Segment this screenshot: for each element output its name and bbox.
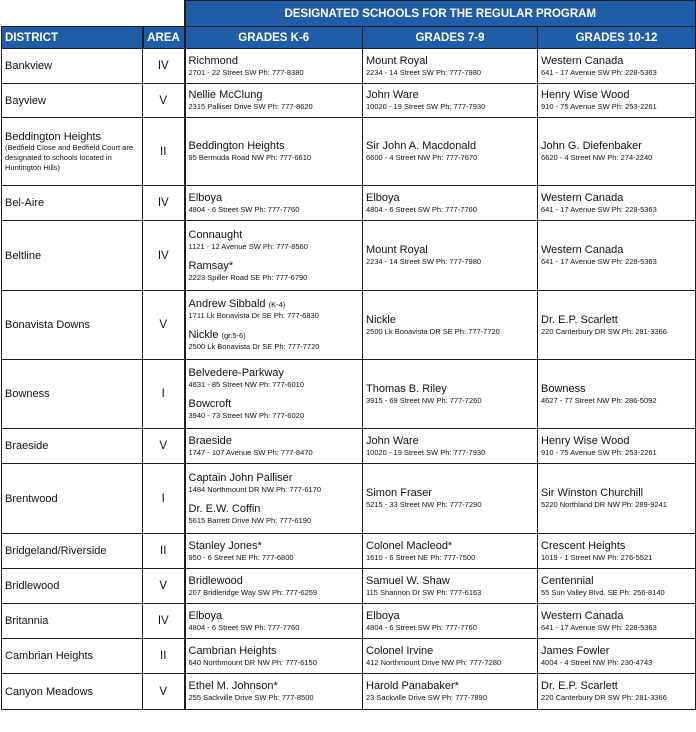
school-name-line — [541, 610, 692, 623]
school-address: 641 - 17 Avenue SW Ph: 228-5363 — [541, 622, 657, 632]
school-name: Western Canada — [541, 609, 624, 622]
school-address: 4804 - 6 Street SW Ph: 777-7760 — [188, 204, 300, 214]
district-cell — [2, 49, 143, 84]
grades-10-12-cell — [538, 221, 696, 291]
school-address: 2500 Lk Bonavista DR SE Ph: 777-7720 — [366, 326, 500, 336]
school-entry — [541, 610, 692, 633]
school-address: 1711 Lk Bonavista Dr SE Ph: 777-6830 — [188, 311, 319, 320]
district-name: Bayview — [5, 94, 46, 107]
area-cell: IV — [143, 186, 185, 221]
school-name: Elboya — [188, 191, 223, 204]
district-cell — [2, 429, 143, 464]
school-entry — [366, 89, 534, 112]
school-address: 23 Sackville Drive SW Ph: 777-7890 — [366, 693, 487, 702]
school-name-line — [189, 55, 360, 68]
table-row — [2, 569, 696, 604]
table-row — [2, 84, 696, 118]
grades-k6-cell — [185, 84, 363, 118]
school-address: 4804 - 6 Street SW Ph: 777-7760 — [188, 622, 300, 632]
grades-7-9-cell — [363, 464, 538, 534]
table-row — [2, 464, 696, 534]
district-name: Beltline — [5, 249, 42, 262]
table-row — [2, 534, 696, 569]
school-entry — [541, 645, 692, 668]
school-name: John G. Diefenbaker — [541, 140, 642, 152]
table-row — [2, 186, 696, 221]
school-address: 2701 - 22 Street SW Ph: 777-8380 — [188, 67, 304, 77]
district-name: Britannia — [5, 615, 49, 627]
school-address: 2223 Spiller Road SE Ph: 777-6790 — [188, 272, 308, 282]
school-address: 10020 - 19 Street SW Ph: 777-7930 — [366, 447, 486, 457]
district-name: Bonavista Downs — [5, 319, 90, 331]
grades-7-9-cell — [363, 604, 538, 639]
school-entry — [189, 645, 360, 668]
school-entry — [366, 487, 534, 510]
area-cell: V — [143, 569, 185, 604]
school-name: Thomas B. Riley — [366, 382, 447, 395]
school-address: 3915 - 69 Street NW Ph: 777-7260 — [366, 395, 482, 405]
column-header-area: AREA — [143, 27, 185, 49]
grades-10-12-cell — [538, 291, 696, 360]
school-address: 10020 - 19 Street SW Ph: 777-7930 — [366, 102, 486, 111]
school-name-line — [366, 140, 534, 153]
grades-10-12-cell — [538, 534, 696, 569]
school-entry — [366, 610, 534, 633]
table-row — [2, 360, 696, 429]
grades-10-12-cell — [538, 118, 696, 186]
school-name: Nickle — [366, 313, 396, 326]
grades-10-12-cell — [538, 639, 696, 674]
school-name: Western Canada — [541, 244, 624, 256]
grades-10-12-cell — [538, 360, 696, 429]
grades-10-12-cell — [538, 49, 696, 84]
district-cell — [2, 534, 143, 569]
school-name-line — [541, 89, 692, 102]
table-row — [2, 49, 696, 84]
district-cell — [2, 221, 143, 291]
school-name-line — [189, 398, 360, 411]
grades-k6-cell — [185, 186, 363, 221]
school-entry — [541, 575, 692, 598]
school-address: 4627 - 77 Street NW Ph: 286-5092 — [541, 395, 657, 405]
grades-7-9-cell — [363, 221, 538, 291]
school-name: Connaught — [188, 228, 243, 241]
school-name: Ramsay* — [188, 259, 234, 272]
school-address: 2234 - 14 Street SW Ph: 777-7980 — [366, 257, 482, 266]
school-entry — [541, 487, 692, 510]
district-cell — [2, 186, 143, 221]
school-address: 2500 Lk Bonavista Dr SE Ph: 777-7720 — [188, 342, 320, 351]
school-entry — [541, 540, 692, 563]
school-entry — [366, 540, 534, 563]
district-name: Bridgeland/Riverside — [5, 545, 107, 557]
school-name: Mount Royal — [366, 244, 428, 256]
school-address: 2234 - 14 Street SW Ph: 777-7980 — [366, 67, 482, 77]
school-entry — [189, 192, 360, 215]
grades-10-12-cell — [538, 429, 696, 464]
school-name-line — [366, 383, 534, 396]
school-entry — [366, 244, 534, 267]
school-name-line — [366, 487, 534, 500]
school-entry — [366, 575, 534, 598]
school-name: Henry Wise Wood — [541, 434, 630, 447]
column-header-grades-k6: GRADES K-6 — [185, 27, 363, 49]
district-name: Braeside — [5, 440, 49, 452]
grades-10-12-cell — [538, 674, 696, 710]
school-address: 4804 - 6 Street SW Ph: 777-7760 — [366, 622, 477, 632]
area-cell: V — [143, 429, 185, 464]
school-entry — [541, 140, 692, 163]
school-entry — [189, 298, 360, 321]
school-name-line — [366, 540, 534, 553]
school-entry — [541, 244, 692, 267]
school-name-line — [189, 89, 360, 102]
school-name: Mount Royal — [366, 54, 428, 67]
district-cell — [2, 118, 143, 186]
district-cell — [2, 674, 143, 710]
grades-k6-cell — [185, 291, 363, 360]
school-entry — [189, 367, 360, 390]
school-entry — [189, 503, 360, 526]
grades-10-12-cell — [538, 464, 696, 534]
school-address: 3940 - 73 Street NW Ph: 777-6020 — [188, 411, 304, 420]
grades-k6-cell — [185, 674, 363, 710]
grades-7-9-cell — [363, 569, 538, 604]
school-name-line — [366, 55, 534, 68]
school-entry — [366, 192, 534, 215]
school-name: Bowness — [541, 382, 586, 395]
school-name: Simon Fraser — [366, 487, 433, 499]
school-name-line — [189, 645, 360, 658]
school-address: 2315 Palliser Drive SW Ph: 777-8620 — [188, 102, 313, 111]
table-row — [2, 221, 696, 291]
school-name: Captain John Palliser — [188, 471, 293, 484]
school-name: Dr. E.P. Scarlett — [541, 313, 618, 326]
school-entry — [189, 89, 360, 112]
school-name: Colonel Macleod* — [366, 539, 453, 552]
school-name-line — [366, 192, 534, 205]
area-cell: IV — [143, 604, 185, 639]
grades-k6-cell — [185, 604, 363, 639]
district-name: Bankview — [5, 60, 53, 72]
school-name: Cambrian Heights — [188, 644, 277, 657]
school-entry — [541, 89, 692, 112]
school-name-line — [541, 435, 692, 448]
area-cell: IV — [143, 49, 185, 84]
school-entry — [541, 680, 692, 703]
school-name: Bridlewood — [188, 574, 243, 587]
area-cell: II — [143, 534, 185, 569]
school-name-line — [189, 575, 360, 588]
district-cell — [2, 464, 143, 534]
school-name: Bowcroft — [188, 398, 232, 410]
school-entry — [189, 472, 360, 495]
school-entry — [189, 610, 360, 633]
school-entry — [366, 55, 534, 78]
area-cell: IV — [143, 221, 185, 291]
school-entry — [189, 140, 360, 163]
school-name-line — [541, 383, 692, 396]
school-address: 950 - 6 Street NE Ph: 777-6800 — [188, 552, 294, 562]
school-entry — [189, 575, 360, 598]
school-name-line — [366, 244, 534, 257]
school-name: Andrew Sibbald — [188, 298, 266, 310]
school-name-line — [541, 55, 692, 68]
school-name-line — [366, 610, 534, 623]
school-address: 6620 - 4 Street NW Ph: 274-2240 — [541, 153, 653, 162]
school-name-line — [366, 575, 534, 588]
school-address: 95 Bermuda Road NW Ph: 777-6610 — [188, 153, 312, 162]
district-cell — [2, 360, 143, 429]
school-address: 255 Sackville Drive SW Ph: 777-8500 — [188, 693, 314, 702]
school-name: Beddington Heights — [188, 140, 285, 152]
district-name: Cambrian Heights — [5, 650, 94, 662]
school-address: 640 Northmount DR NW Ph: 777-6150 — [188, 657, 317, 667]
school-name-line — [189, 140, 360, 153]
grade-range-note: (gr.5-6) — [221, 331, 246, 340]
grades-k6-cell — [185, 429, 363, 464]
table-row — [2, 118, 696, 186]
grades-10-12-cell — [538, 84, 696, 118]
area-cell: V — [143, 291, 185, 360]
grades-k6-cell — [185, 534, 363, 569]
school-address: 6600 - 4 Street NW Ph: 777-7670 — [366, 153, 478, 162]
school-name: Richmond — [188, 54, 239, 67]
school-name-line — [189, 229, 360, 242]
district-cell — [2, 291, 143, 360]
school-name: Belvedere-Parkway — [188, 367, 284, 379]
school-name-line — [541, 680, 692, 693]
grades-k6-cell — [185, 118, 363, 186]
school-entry — [366, 435, 534, 458]
district-name: Bridlewood — [5, 580, 60, 592]
school-address: 5615 Barrett Drive NW Ph: 777-6190 — [188, 515, 312, 525]
school-name-line — [541, 487, 692, 500]
district-name: Canyon Meadows — [5, 685, 94, 698]
school-name: Sir John A. Macdonald — [366, 140, 477, 152]
school-address: 1121 - 12 Avenue SW Ph: 777-8560 — [188, 241, 308, 251]
table-row — [2, 604, 696, 639]
school-entry — [189, 260, 360, 283]
district-name: Bowness — [5, 388, 50, 400]
school-name-line — [189, 540, 360, 553]
school-name-line — [189, 435, 360, 448]
school-name-line — [541, 244, 692, 257]
grades-7-9-cell — [363, 118, 538, 186]
school-entry — [366, 680, 534, 703]
school-address: 220 Canterbury DR SW Ph: 281-3366 — [541, 326, 667, 336]
school-name: Dr. E.P. Scarlett — [541, 680, 618, 692]
district-cell — [2, 639, 143, 674]
school-entry — [189, 55, 360, 78]
grades-k6-cell — [185, 464, 363, 534]
school-name: Western Canada — [541, 191, 624, 204]
school-entry — [366, 645, 534, 668]
grades-7-9-cell — [363, 84, 538, 118]
grades-7-9-cell — [363, 186, 538, 221]
school-name-line — [189, 260, 360, 273]
table-row — [2, 639, 696, 674]
grades-k6-cell — [185, 569, 363, 604]
school-name: Stanley Jones* — [188, 539, 262, 552]
school-name: Elboya — [366, 191, 400, 204]
school-name: Henry Wise Wood — [541, 89, 630, 101]
school-name: John Ware — [366, 434, 419, 447]
grades-10-12-cell — [538, 186, 696, 221]
school-entry — [541, 383, 692, 406]
school-name: Braeside — [188, 434, 232, 447]
grades-7-9-cell — [363, 674, 538, 710]
grades-10-12-cell — [538, 569, 696, 604]
grade-range-note: (K-4) — [268, 300, 286, 309]
district-cell — [2, 569, 143, 604]
school-name: Harold Panabaker* — [366, 680, 459, 692]
grades-7-9-cell — [363, 291, 538, 360]
school-entry — [541, 435, 692, 458]
school-name-line — [189, 680, 360, 693]
school-name: Elboya — [188, 609, 223, 622]
school-entry — [189, 229, 360, 252]
column-header-grades-10-12: GRADES 10-12 — [538, 27, 696, 49]
school-entry — [366, 140, 534, 163]
grades-k6-cell — [185, 639, 363, 674]
school-address: 412 Northmount Drive NW Ph: 777-7280 — [366, 657, 502, 667]
school-name-line — [189, 329, 360, 342]
school-address: 1484 Northmount DR NW Ph: 777-6170 — [188, 484, 322, 494]
grades-7-9-cell — [363, 49, 538, 84]
school-name-line — [366, 314, 534, 327]
school-name-line — [541, 140, 692, 153]
school-entry — [189, 680, 360, 703]
school-name-line — [189, 610, 360, 623]
school-entry — [189, 435, 360, 458]
area-cell: I — [143, 360, 185, 429]
school-entry — [189, 329, 360, 352]
school-address: 4004 - 4 Street NW Ph: 230-4743 — [541, 657, 653, 667]
school-address: 4804 - 6 Street SW Ph: 777-7760 — [366, 204, 477, 214]
grades-7-9-cell — [363, 429, 538, 464]
school-name: Centennial — [541, 574, 594, 587]
school-address: 641 - 17 Avenue SW Ph: 228-5363 — [541, 257, 657, 266]
school-address: 220 Canterbury DR SW Ph: 281-3366 — [541, 693, 667, 702]
school-name: Colonel Irvine — [366, 644, 434, 657]
area-cell: V — [143, 84, 185, 118]
district-name: Bel-Aire — [5, 197, 45, 209]
school-name: Ethel M. Johnson* — [188, 680, 278, 692]
school-name-line — [541, 645, 692, 658]
school-name-line — [541, 540, 692, 553]
area-cell: I — [143, 464, 185, 534]
school-name: Nellie McClung — [188, 89, 263, 101]
school-name: John Ware — [366, 89, 419, 101]
school-entry — [541, 55, 692, 78]
grades-7-9-cell — [363, 534, 538, 569]
table-row — [2, 429, 696, 464]
school-name-line — [541, 575, 692, 588]
school-address: 207 Bridleridge Way SW Ph: 777-6259 — [188, 587, 318, 597]
district-note: (Bedfield Close and Bedfield Court are designated to schools located in Huntington Hills) — [5, 142, 133, 172]
grades-7-9-cell — [363, 360, 538, 429]
school-entry — [189, 540, 360, 563]
school-address: 1610 - 6 Street NE Ph: 777-7500 — [366, 552, 476, 562]
table-row — [2, 674, 696, 710]
school-name-line — [189, 367, 360, 380]
school-name-line — [541, 314, 692, 327]
school-address: 1019 - 1 Street NW Ph: 276-5521 — [541, 552, 653, 562]
grades-k6-cell — [185, 360, 363, 429]
district-name: Beddington Heights — [5, 130, 102, 143]
designated-schools-table — [1, 0, 696, 710]
school-address: 910 - 75 Avenue SW Ph: 253-2261 — [541, 447, 657, 457]
area-cell: V — [143, 674, 185, 710]
district-name: Brentwood — [5, 492, 58, 505]
grades-k6-cell — [185, 49, 363, 84]
school-name: Western Canada — [541, 54, 624, 67]
school-entry — [366, 383, 534, 406]
header-blank-cell — [2, 1, 185, 27]
grades-7-9-cell — [363, 639, 538, 674]
school-address: 641 - 17 Avenue SW Ph: 228-5363 — [541, 204, 657, 214]
school-name: Crescent Heights — [541, 539, 626, 552]
school-name-line — [366, 89, 534, 102]
district-cell — [2, 84, 143, 118]
header-row-title — [2, 1, 696, 27]
school-name-line — [366, 435, 534, 448]
school-address: 1747 - 107 Avenue SW Ph: 777-8470 — [188, 447, 313, 457]
school-name: Elboya — [366, 609, 400, 622]
column-header-district: DISTRICT — [2, 27, 143, 49]
school-entry — [189, 398, 360, 421]
school-entry — [541, 192, 692, 215]
school-name-line — [189, 192, 360, 205]
school-name-line — [366, 645, 534, 658]
grades-k6-cell — [185, 221, 363, 291]
school-name-line — [189, 298, 360, 311]
school-address: 910 - 75 Avenue SW Ph: 253-2261 — [541, 102, 657, 111]
school-entry — [366, 314, 534, 337]
program-title: DESIGNATED SCHOOLS FOR THE REGULAR PROGRAM — [185, 1, 696, 27]
column-header-grades-7-9: GRADES 7-9 — [363, 27, 538, 49]
school-name-line — [189, 472, 360, 485]
school-address: 5215 - 33 Street NW Ph: 777-7290 — [366, 500, 482, 509]
area-cell: II — [143, 118, 185, 186]
school-name: Sir Winston Churchill — [541, 487, 644, 499]
school-name-line — [189, 503, 360, 516]
school-address: 5220 Northland DR NW Ph: 289-9241 — [541, 500, 667, 509]
header-row-columns — [2, 27, 696, 49]
school-name: Samuel W. Shaw — [366, 574, 450, 587]
school-name: Dr. E.W. Coffin — [188, 502, 261, 515]
school-entry — [541, 314, 692, 337]
school-name-line — [541, 192, 692, 205]
area-cell: II — [143, 639, 185, 674]
table-row — [2, 291, 696, 360]
school-name: Nickle — [188, 329, 219, 341]
school-name-line — [366, 680, 534, 693]
grades-10-12-cell — [538, 604, 696, 639]
school-address: 4631 - 85 Street NW Ph: 777-6010 — [188, 380, 304, 389]
school-address: 55 Sun Valley Blvd. SE Ph: 256-8140 — [541, 587, 665, 597]
district-cell — [2, 604, 143, 639]
school-address: 115 Shannon Dr SW Ph: 777-6163 — [366, 587, 482, 597]
school-name: James Fowler — [541, 644, 610, 657]
school-address: 641 - 17 Avenue SW Ph: 228-5363 — [541, 67, 657, 77]
